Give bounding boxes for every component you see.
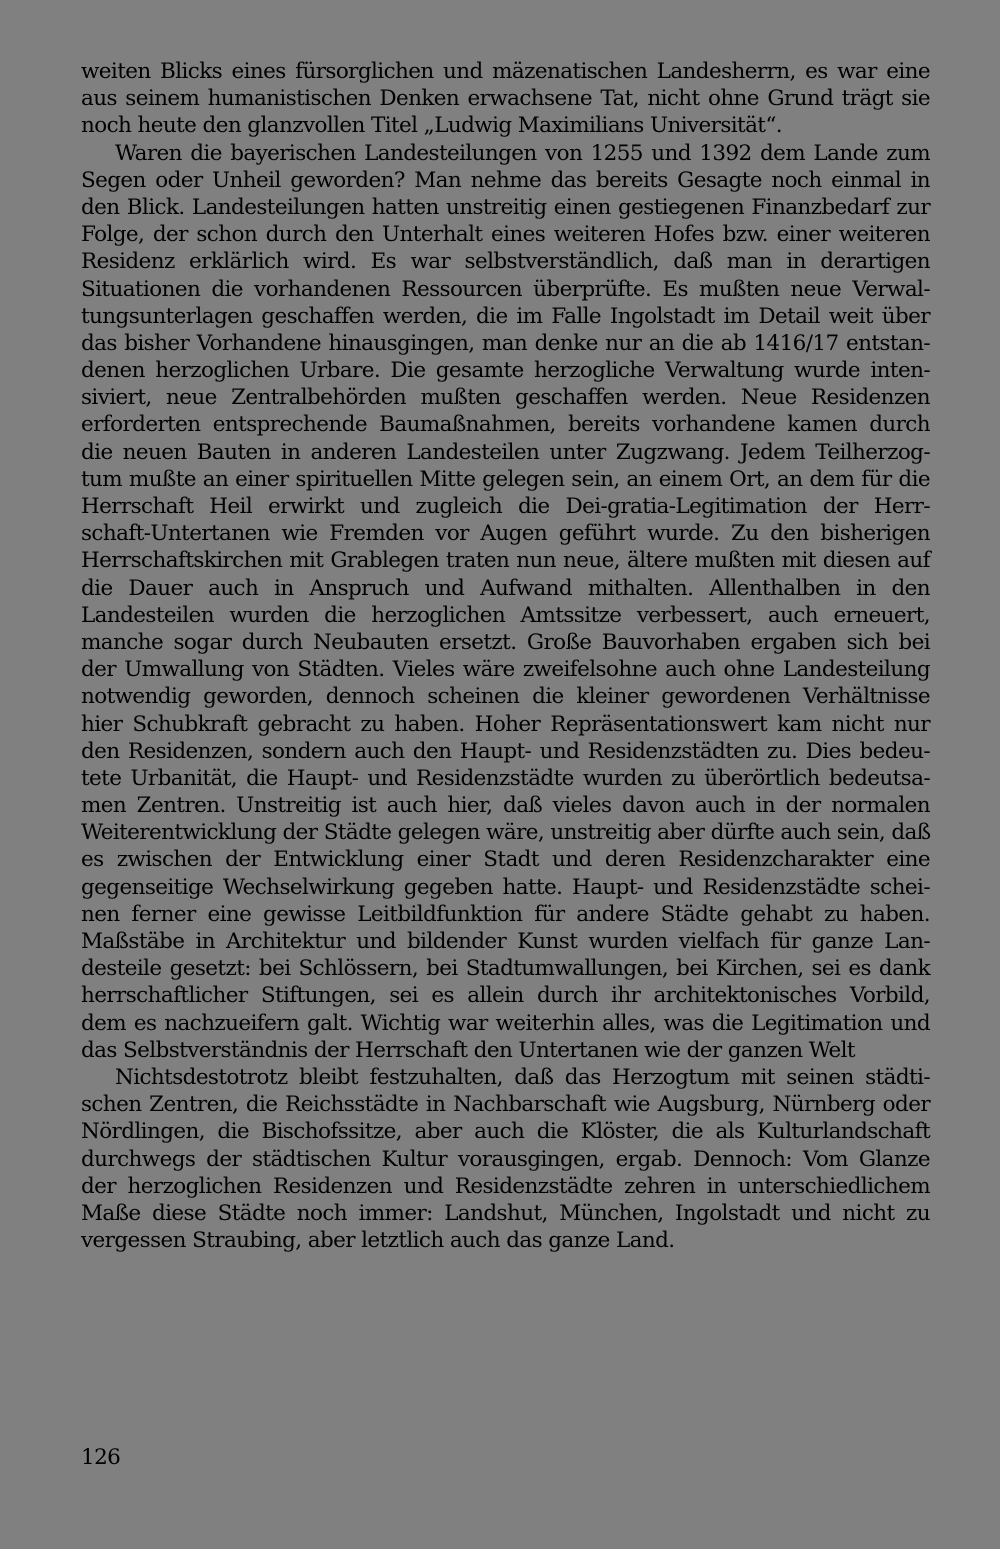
text-line: erforderten entsprechende Baumaßnahmen, bereits vorhandene kamen durch	[81, 412, 930, 438]
text-line: desteile gesetzt: bei Schlössern, bei Stadtumwallungen, bei Kirchen, sei es dank	[81, 956, 930, 982]
text-line: Maßstäbe in Architektur und bildender Kunst wurden vielfach für ganze Lan-	[81, 929, 930, 954]
text-line: der herzoglichen Residenzen und Residenzstädte zehren in unterschiedlichem	[81, 1173, 930, 1199]
text-line: noch heute den glanzvollen Titel „Ludwig Maximilians Universität“.	[81, 113, 782, 139]
text-line: den Blick. Landesteilungen hatten unstreitig einen gestiegenen Finanzbedarf zur	[81, 194, 930, 220]
text-line: schaft-Untertanen wie Fremden vor Augen geführt wurde. Zu den bisherigen	[81, 521, 930, 547]
text-line: Segen oder Unheil geworden? Man nehme das bereits Gesagte noch einmal in	[81, 167, 930, 193]
text-line: dem es nachzueifern galt. Wichtig war weiterhin alles, was die Legitimation und	[81, 1010, 930, 1036]
text-line: Herrschaftskirchen mit Grablegen traten nun neue, ältere mußten mit diesen auf	[81, 548, 930, 574]
text-line: Herrschaft Heil erwirkt und zugleich die Dei-gratia-Legitimation der Herr-	[81, 494, 930, 519]
text-line: Situationen die vorhandenen Ressourcen überprüfte. Es mußten neue Verwal-	[81, 276, 930, 302]
text-line: Nördlingen, die Bischofssitze, aber auch die Klöster, die als Kulturlandschaft	[81, 1119, 930, 1145]
paragraph-2	[81, 140, 930, 1064]
text-line: nen ferner eine gewisse Leitbildfunktion für andere Städte gehabt zu haben.	[81, 901, 930, 927]
text-line: tungsunterlagen geschaffen werden, die im Falle Ingolstadt im Detail weit über	[81, 303, 930, 329]
text-line: denen herzoglichen Urbare. Die gesamte herzogliche Verwaltung wurde inten-	[81, 358, 930, 384]
text-line: tete Urbanität, die Haupt- und Residenzstädte wurden zu überörtlich bedeutsa-	[81, 765, 930, 791]
text-line: tum mußte an einer spirituellen Mitte gelegen sein, an einem Ort, an dem für die	[81, 466, 930, 492]
text-line: die Dauer auch in Anspruch und Aufwand mithalten. Allenthalben in den	[81, 575, 930, 601]
page-body-text	[81, 58, 930, 1254]
text-line: notwendig geworden, dennoch scheinen die kleiner gewordenen Verhältnisse	[81, 684, 930, 710]
text-line: durchwegs der städtischen Kultur vorausgingen, ergab. Dennoch: Vom Glanze	[81, 1146, 930, 1172]
text-line: das bisher Vorhandene hinausgingen, man denke nur an die ab 1416/17 entstan-	[81, 330, 930, 356]
text-line: herrschaftlicher Stiftungen, sei es allein durch ihr architektonisches Vorbild,	[81, 983, 930, 1009]
page-number: 126	[81, 1445, 121, 1470]
text-line: manche sogar durch Neubauten ersetzt. Große Bauvorhaben ergaben sich bei	[81, 629, 930, 655]
text-line: Residenz erklärlich wird. Es war selbstverständlich, daß man in derartigen	[81, 249, 930, 275]
paragraph-3	[81, 1064, 930, 1254]
text-line: schen Zentren, die Reichsstädte in Nachbarschaft wie Augsburg, Nürnberg oder	[81, 1092, 930, 1118]
text-line: Weiterentwicklung der Städte gelegen wäre, unstreitig aber dürfte auch sein, daß	[81, 820, 931, 846]
text-line: gegenseitige Wechselwirkung gegeben hatte. Haupt- und Residenzstädte schei-	[81, 874, 930, 900]
text-line: Landesteilen wurden die herzoglichen Amtssitze verbessert, auch erneuert,	[81, 602, 930, 628]
text-line: siviert, neue Zentralbehörden mußten geschaffen werden. Neue Residenzen	[81, 385, 930, 411]
text-line: Waren die bayerischen Landesteilungen von 1255 und 1392 dem Lande zum	[115, 140, 930, 166]
text-line: die neuen Bauten in anderen Landesteilen unter Zugzwang. Jedem Teilherzog-	[81, 439, 930, 465]
text-line: weiten Blicks eines fürsorglichen und mäzenatischen Landesherrn, es war eine	[81, 59, 930, 84]
text-line: Maße diese Städte noch immer: Landshut, München, Ingolstadt und nicht zu	[81, 1200, 930, 1226]
text-line: hier Schubkraft gebracht zu haben. Hoher Repräsentationswert kam nicht nur	[81, 711, 930, 737]
paragraph-1	[81, 58, 930, 140]
text-line: aus seinem humanistischen Denken erwachsene Tat, nicht ohne Grund trägt sie	[81, 86, 930, 112]
text-line: Folge, der schon durch den Unterhalt eines weiteren Hofes bzw. einer weiteren	[81, 222, 930, 248]
text-line: der Umwallung von Städten. Vieles wäre zweifelsohne auch ohne Landesteilung	[81, 657, 930, 683]
text-line: men Zentren. Unstreitig ist auch hier, daß vieles davon auch in der normalen	[81, 793, 930, 819]
text-line: das Selbstverständnis der Herrschaft den Untertanen wie der ganzen Welt	[81, 1037, 855, 1063]
text-line: Nichtsdestotrotz bleibt festzuhalten, daß das Herzogtum mit seinen städti-	[115, 1064, 930, 1090]
text-line: es zwischen der Entwicklung einer Stadt und deren Residenzcharakter eine	[81, 847, 930, 873]
text-line: vergessen Straubing, aber letztlich auch das ganze Land.	[81, 1228, 675, 1254]
text-line: den Residenzen, sondern auch den Haupt- und Residenzstädten zu. Dies bedeu-	[81, 738, 930, 764]
